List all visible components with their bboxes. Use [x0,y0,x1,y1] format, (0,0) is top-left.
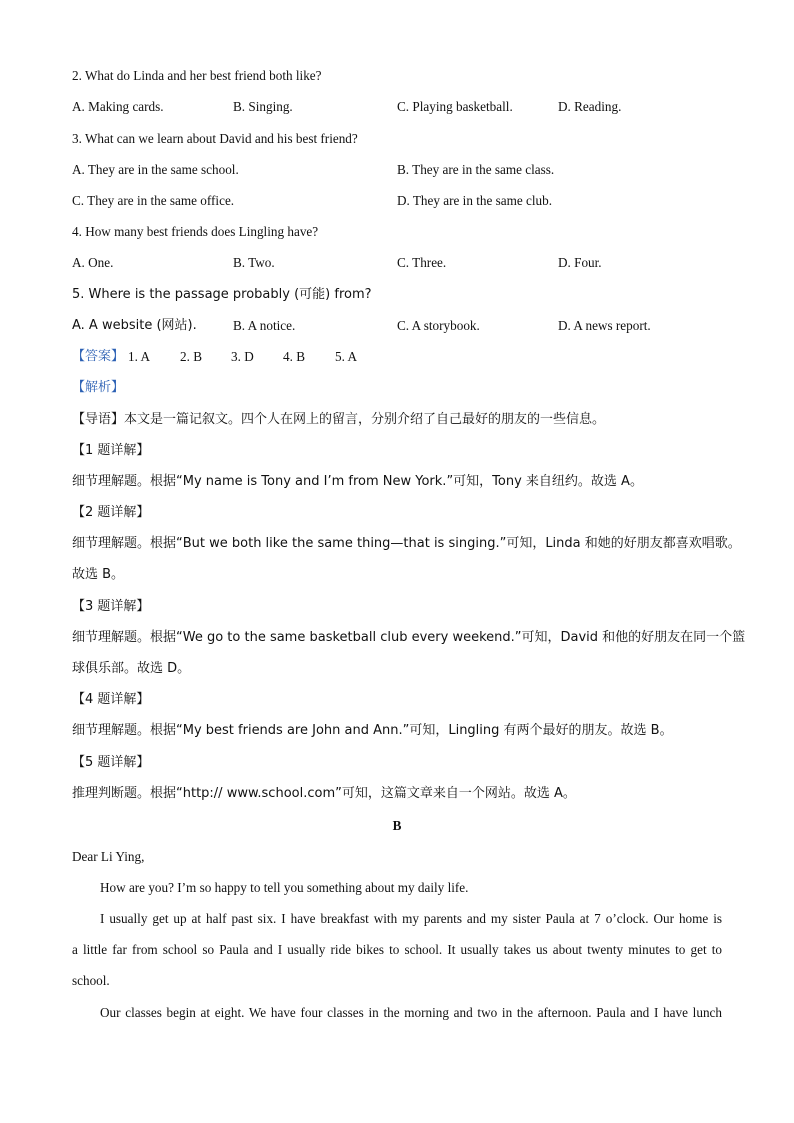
answer-item: 4. B [283,349,305,364]
letter-paragraph-3-line-1: Our classes begin at eight. We have four classes in the morning and two in the afternoon. Paula and I have lunch [100,1005,722,1020]
question-2-option-a: A. Making cards. [72,99,164,114]
answer-item: 2. B [180,349,202,364]
detail-2-text-cont: 故选 B。 [72,567,125,582]
question-4-option-d: D. Four. [558,255,602,270]
question-3-option-b: B. They are in the same class. [397,162,555,177]
detail-2-text: 细节理解题。根据“But we both like the same thing—that is singing.”可知，Linda 和她的好朋友都喜欢唱歌。 [72,536,741,551]
letter-paragraph-2-line-3: school. [72,973,110,988]
question-3-stem: 3. What can we learn about David and his best friend? [72,131,358,146]
guide-text: 【导语】本文是一篇记叙文。四个人在网上的留言，分别介绍了自己最好的朋友的一些信息。 [72,412,606,427]
answer-item: 3. D [231,349,254,364]
analysis-label: 【解析】 [72,380,125,395]
question-2-option-d: D. Reading. [558,99,622,114]
letter-paragraph-2-line-1: I usually get up at half past six. I have breakfast with my parents and my sister Paula at 7 o’clock. Our home is [100,911,722,926]
question-3-option-a: A. They are in the same school. [72,162,239,177]
section-heading: B [392,818,402,833]
detail-4-text: 细节理解题。根据“My best friends are John and Ann.”可知，Lingling 有两个最好的朋友。故选 B。 [72,723,673,738]
letter-paragraph-2-line-2: a little far from school so Paula and I usually ride bikes to school. It usually takes us about twenty minutes to get to [72,942,722,957]
detail-2-title: 【2 题详解】 [72,505,150,520]
detail-3-text-cont: 球俱乐部。故选 D。 [72,661,191,676]
detail-4-title: 【4 题详解】 [72,692,150,707]
question-5-option-c: C. A storybook. [397,318,480,333]
question-2-option-c: C. Playing basketball. [397,99,513,114]
question-5-option-d: D. A news report. [558,318,651,333]
letter-salutation: Dear Li Ying, [72,849,145,864]
question-4-stem: 4. How many best friends does Lingling have? [72,224,319,239]
detail-5-title: 【5 题详解】 [72,755,150,770]
detail-1-title: 【1 题详解】 [72,443,150,458]
detail-1-text: 细节理解题。根据“My name is Tony and I’m from New York.”可知，Tony 来自纽约。故选 A。 [72,474,643,489]
question-5-option-a: A. A website (网站). [72,318,197,333]
question-4-option-b: B. Two. [233,255,275,270]
question-3-option-d: D. They are in the same club. [397,193,553,208]
answer-label: 【答案】 [72,349,125,364]
question-4-option-c: C. Three. [397,255,447,270]
question-3-option-c: C. They are in the same office. [72,193,235,208]
question-2-stem: 2. What do Linda and her best friend both like? [72,68,322,83]
answer-item: 5. A [335,349,357,364]
letter-paragraph-1: How are you? I’m so happy to tell you something about my daily life. [100,880,469,895]
question-2-option-b: B. Singing. [233,99,293,114]
detail-3-title: 【3 题详解】 [72,599,150,614]
detail-3-text: 细节理解题。根据“We go to the same basketball club every weekend.”可知，David 和他的好朋友在同一个篮 [72,630,746,645]
answer-item: 1. A [128,349,150,364]
detail-5-text: 推理判断题。根据“http:// www.school.com”可知，这篇文章来自一个网站。故选 A。 [72,786,576,801]
question-5-stem: 5. Where is the passage probably (可能) from? [72,287,372,302]
question-5-option-b: B. A notice. [233,318,296,333]
question-4-option-a: A. One. [72,255,114,270]
